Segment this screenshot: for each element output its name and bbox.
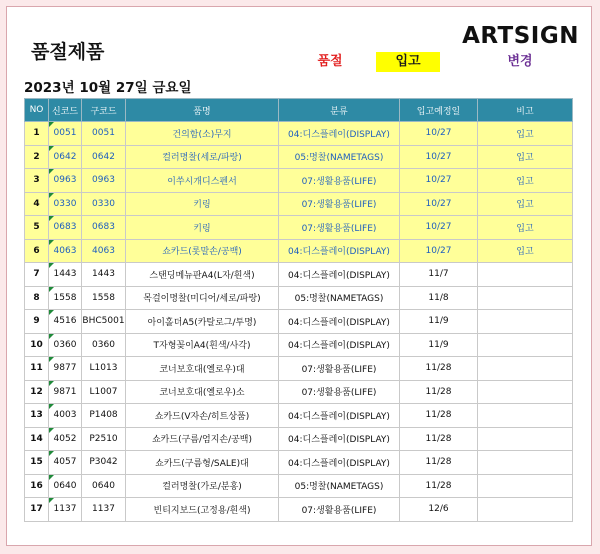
category-cell[interactable]: 07:생활용품(LIFE) — [279, 498, 400, 522]
old-code-cell[interactable]: P2510 — [82, 427, 126, 451]
column-header-new-code[interactable]: 신코드 — [49, 99, 82, 122]
new-code-cell[interactable]: 0642 — [49, 145, 82, 169]
column-header-note[interactable]: 비고 — [478, 99, 573, 122]
note-cell[interactable] — [478, 263, 573, 287]
due-date-cell[interactable]: 10/27 — [400, 216, 478, 240]
new-code-cell[interactable]: 0330 — [49, 192, 82, 216]
note-cell[interactable]: 입고 — [478, 169, 573, 193]
row-number-cell[interactable]: 4 — [25, 192, 49, 216]
table-row[interactable] — [25, 169, 573, 193]
row-number-cell[interactable]: 17 — [25, 498, 49, 522]
table-row[interactable] — [25, 145, 573, 169]
table-row[interactable] — [25, 427, 573, 451]
new-code-cell[interactable]: 1558 — [49, 286, 82, 310]
table-row[interactable] — [25, 498, 573, 522]
product-name-cell[interactable]: 스탠딩메뉴판A4(L자/흰색) — [126, 263, 279, 287]
category-cell[interactable]: 07:생활용품(LIFE) — [279, 169, 400, 193]
table-row[interactable] — [25, 239, 573, 263]
row-number-cell[interactable]: 12 — [25, 380, 49, 404]
brand-logo: ARTSIGN — [462, 23, 579, 49]
due-date-cell[interactable]: 10/27 — [400, 122, 478, 146]
row-number-cell[interactable]: 9 — [25, 310, 49, 334]
category-cell[interactable]: 07:생활용품(LIFE) — [279, 216, 400, 240]
change-button[interactable]: 변경 — [507, 54, 533, 69]
old-code-cell[interactable]: 0642 — [82, 145, 126, 169]
category-cell[interactable]: 05:명찰(NAMETAGS) — [279, 145, 400, 169]
table-row[interactable] — [25, 357, 573, 381]
new-code-cell[interactable]: 0963 — [49, 169, 82, 193]
product-name-cell[interactable]: 키링 — [126, 216, 279, 240]
category-cell[interactable]: 07:생활용품(LIFE) — [279, 357, 400, 381]
due-date-cell[interactable]: 11/8 — [400, 286, 478, 310]
row-number-cell[interactable]: 10 — [25, 333, 49, 357]
product-name-cell[interactable]: 건의함(소)무지 — [126, 122, 279, 146]
new-code-cell[interactable]: 0051 — [49, 122, 82, 146]
old-code-cell[interactable]: 0051 — [82, 122, 126, 146]
column-header-product-name[interactable]: 품명 — [126, 99, 279, 122]
table-row[interactable] — [25, 216, 573, 240]
new-code-cell[interactable]: 4003 — [49, 404, 82, 428]
old-code-cell[interactable]: L1007 — [82, 380, 126, 404]
due-date-cell[interactable]: 11/28 — [400, 357, 478, 381]
table-row[interactable] — [25, 474, 573, 498]
old-code-cell[interactable]: L1013 — [82, 357, 126, 381]
old-code-cell[interactable]: BHC5001 — [82, 310, 126, 334]
note-cell[interactable] — [478, 498, 573, 522]
category-cell[interactable]: 05:명찰(NAMETAGS) — [279, 286, 400, 310]
stock-table — [24, 98, 573, 522]
table-row[interactable] — [25, 192, 573, 216]
new-code-cell[interactable]: 4063 — [49, 239, 82, 263]
row-number-cell[interactable]: 13 — [25, 404, 49, 428]
note-cell[interactable] — [478, 310, 573, 334]
product-name-cell[interactable]: 컬러명찰(가로/분홍) — [126, 474, 279, 498]
category-cell[interactable]: 04:디스플레이(DISPLAY) — [279, 310, 400, 334]
note-cell[interactable] — [478, 333, 573, 357]
old-code-cell[interactable]: 1443 — [82, 263, 126, 287]
category-cell[interactable]: 04:디스플레이(DISPLAY) — [279, 333, 400, 357]
category-cell[interactable]: 04:디스플레이(DISPLAY) — [279, 239, 400, 263]
due-date-cell[interactable]: 12/6 — [400, 498, 478, 522]
new-code-cell[interactable]: 4057 — [49, 451, 82, 475]
category-cell[interactable]: 07:생활용품(LIFE) — [279, 192, 400, 216]
row-number-cell[interactable]: 8 — [25, 286, 49, 310]
category-cell[interactable]: 04:디스플레이(DISPLAY) — [279, 263, 400, 287]
product-name-cell[interactable]: 빈티지보드(고정용/흰색) — [126, 498, 279, 522]
product-name-cell[interactable]: 쇼카드(롯말손/공백) — [126, 239, 279, 263]
old-code-cell[interactable]: 0683 — [82, 216, 126, 240]
report-date: 2023년 10월 27일 금요일 — [24, 80, 192, 96]
incoming-button[interactable]: 입고 — [376, 52, 440, 72]
row-number-cell[interactable]: 11 — [25, 357, 49, 381]
page-title: 품절제품 — [31, 41, 105, 63]
row-number-cell[interactable]: 5 — [25, 216, 49, 240]
category-cell[interactable]: 04:디스플레이(DISPLAY) — [279, 404, 400, 428]
new-code-cell[interactable]: 0640 — [49, 474, 82, 498]
column-header-due-date[interactable]: 입고예정일 — [400, 99, 478, 122]
product-name-cell[interactable]: 쇼카드(V자손/히트상품) — [126, 404, 279, 428]
old-code-cell[interactable]: P3042 — [82, 451, 126, 475]
due-date-cell[interactable]: 10/27 — [400, 192, 478, 216]
column-header-old-code[interactable]: 구코드 — [82, 99, 126, 122]
row-number-cell[interactable]: 1 — [25, 122, 49, 146]
new-code-cell[interactable]: 0360 — [49, 333, 82, 357]
product-name-cell[interactable]: 목걸이명찰(미디어/세로/파랑) — [126, 286, 279, 310]
old-code-cell[interactable]: 0330 — [82, 192, 126, 216]
product-name-cell[interactable]: 키링 — [126, 192, 279, 216]
note-cell[interactable]: 입고 — [478, 239, 573, 263]
table-row[interactable] — [25, 380, 573, 404]
note-cell[interactable]: 입고 — [478, 122, 573, 146]
note-cell[interactable] — [478, 451, 573, 475]
old-code-cell[interactable]: 4063 — [82, 239, 126, 263]
category-cell[interactable]: 04:디스플레이(DISPLAY) — [279, 122, 400, 146]
note-cell[interactable]: 입고 — [478, 192, 573, 216]
due-date-cell[interactable]: 11/28 — [400, 474, 478, 498]
table-row[interactable] — [25, 310, 573, 334]
row-number-cell[interactable]: 3 — [25, 169, 49, 193]
category-cell[interactable]: 04:디스플레이(DISPLAY) — [279, 451, 400, 475]
table-header-row — [25, 99, 573, 122]
product-name-cell[interactable]: 코너보호대(옐로우)대 — [126, 357, 279, 381]
note-cell[interactable] — [478, 357, 573, 381]
product-name-cell[interactable]: 코너보호대(옐로우)소 — [126, 380, 279, 404]
table-row[interactable] — [25, 122, 573, 146]
product-name-cell[interactable]: T자형꽂이A4(흰색/사각) — [126, 333, 279, 357]
product-name-cell[interactable]: 아이홀더A5(카탈로그/투명) — [126, 310, 279, 334]
row-number-cell[interactable]: 6 — [25, 239, 49, 263]
new-code-cell[interactable]: 9871 — [49, 380, 82, 404]
table-row[interactable] — [25, 333, 573, 357]
product-name-cell[interactable]: 컬러명찰(세로/파랑) — [126, 145, 279, 169]
out-of-stock-button[interactable]: 품절 — [317, 54, 343, 69]
due-date-cell[interactable]: 10/27 — [400, 169, 478, 193]
note-cell[interactable] — [478, 380, 573, 404]
table-row[interactable] — [25, 404, 573, 428]
due-date-cell[interactable]: 10/27 — [400, 239, 478, 263]
note-cell[interactable] — [478, 474, 573, 498]
row-number-cell[interactable]: 15 — [25, 451, 49, 475]
old-code-cell[interactable]: 0963 — [82, 169, 126, 193]
note-cell[interactable]: 입고 — [478, 216, 573, 240]
column-header-category[interactable]: 분류 — [279, 99, 400, 122]
row-number-cell[interactable]: 14 — [25, 427, 49, 451]
new-code-cell[interactable]: 9877 — [49, 357, 82, 381]
new-code-cell[interactable]: 4516 — [49, 310, 82, 334]
row-number-cell[interactable]: 7 — [25, 263, 49, 287]
new-code-cell[interactable]: 1137 — [49, 498, 82, 522]
category-cell[interactable]: 05:명찰(NAMETAGS) — [279, 474, 400, 498]
table-row[interactable] — [25, 263, 573, 287]
table-row[interactable] — [25, 286, 573, 310]
new-code-cell[interactable]: 4052 — [49, 427, 82, 451]
due-date-cell[interactable]: 11/9 — [400, 333, 478, 357]
note-cell[interactable] — [478, 404, 573, 428]
product-name-cell[interactable]: 쇼카드(구름/엄지손/공백) — [126, 427, 279, 451]
note-cell[interactable]: 입고 — [478, 145, 573, 169]
due-date-cell[interactable]: 11/9 — [400, 310, 478, 334]
category-cell[interactable]: 04:디스플레이(DISPLAY) — [279, 427, 400, 451]
old-code-cell[interactable]: 0360 — [82, 333, 126, 357]
table-row[interactable] — [25, 451, 573, 475]
product-name-cell[interactable]: 이쑤시개디스펜서 — [126, 169, 279, 193]
category-cell[interactable]: 07:생활용품(LIFE) — [279, 380, 400, 404]
row-number-cell[interactable]: 16 — [25, 474, 49, 498]
note-cell[interactable] — [478, 286, 573, 310]
new-code-cell[interactable]: 1443 — [49, 263, 82, 287]
new-code-cell[interactable]: 0683 — [49, 216, 82, 240]
old-code-cell[interactable]: 1558 — [82, 286, 126, 310]
row-number-cell[interactable]: 2 — [25, 145, 49, 169]
due-date-cell[interactable]: 10/27 — [400, 145, 478, 169]
product-name-cell[interactable]: 쇼카드(구름형/SALE)대 — [126, 451, 279, 475]
due-date-cell[interactable]: 11/28 — [400, 404, 478, 428]
old-code-cell[interactable]: 0640 — [82, 474, 126, 498]
due-date-cell[interactable]: 11/28 — [400, 427, 478, 451]
note-cell[interactable] — [478, 427, 573, 451]
due-date-cell[interactable]: 11/7 — [400, 263, 478, 287]
column-header-no[interactable]: NO — [25, 99, 49, 122]
old-code-cell[interactable]: 1137 — [82, 498, 126, 522]
due-date-cell[interactable]: 11/28 — [400, 451, 478, 475]
old-code-cell[interactable]: P1408 — [82, 404, 126, 428]
due-date-cell[interactable]: 11/28 — [400, 380, 478, 404]
